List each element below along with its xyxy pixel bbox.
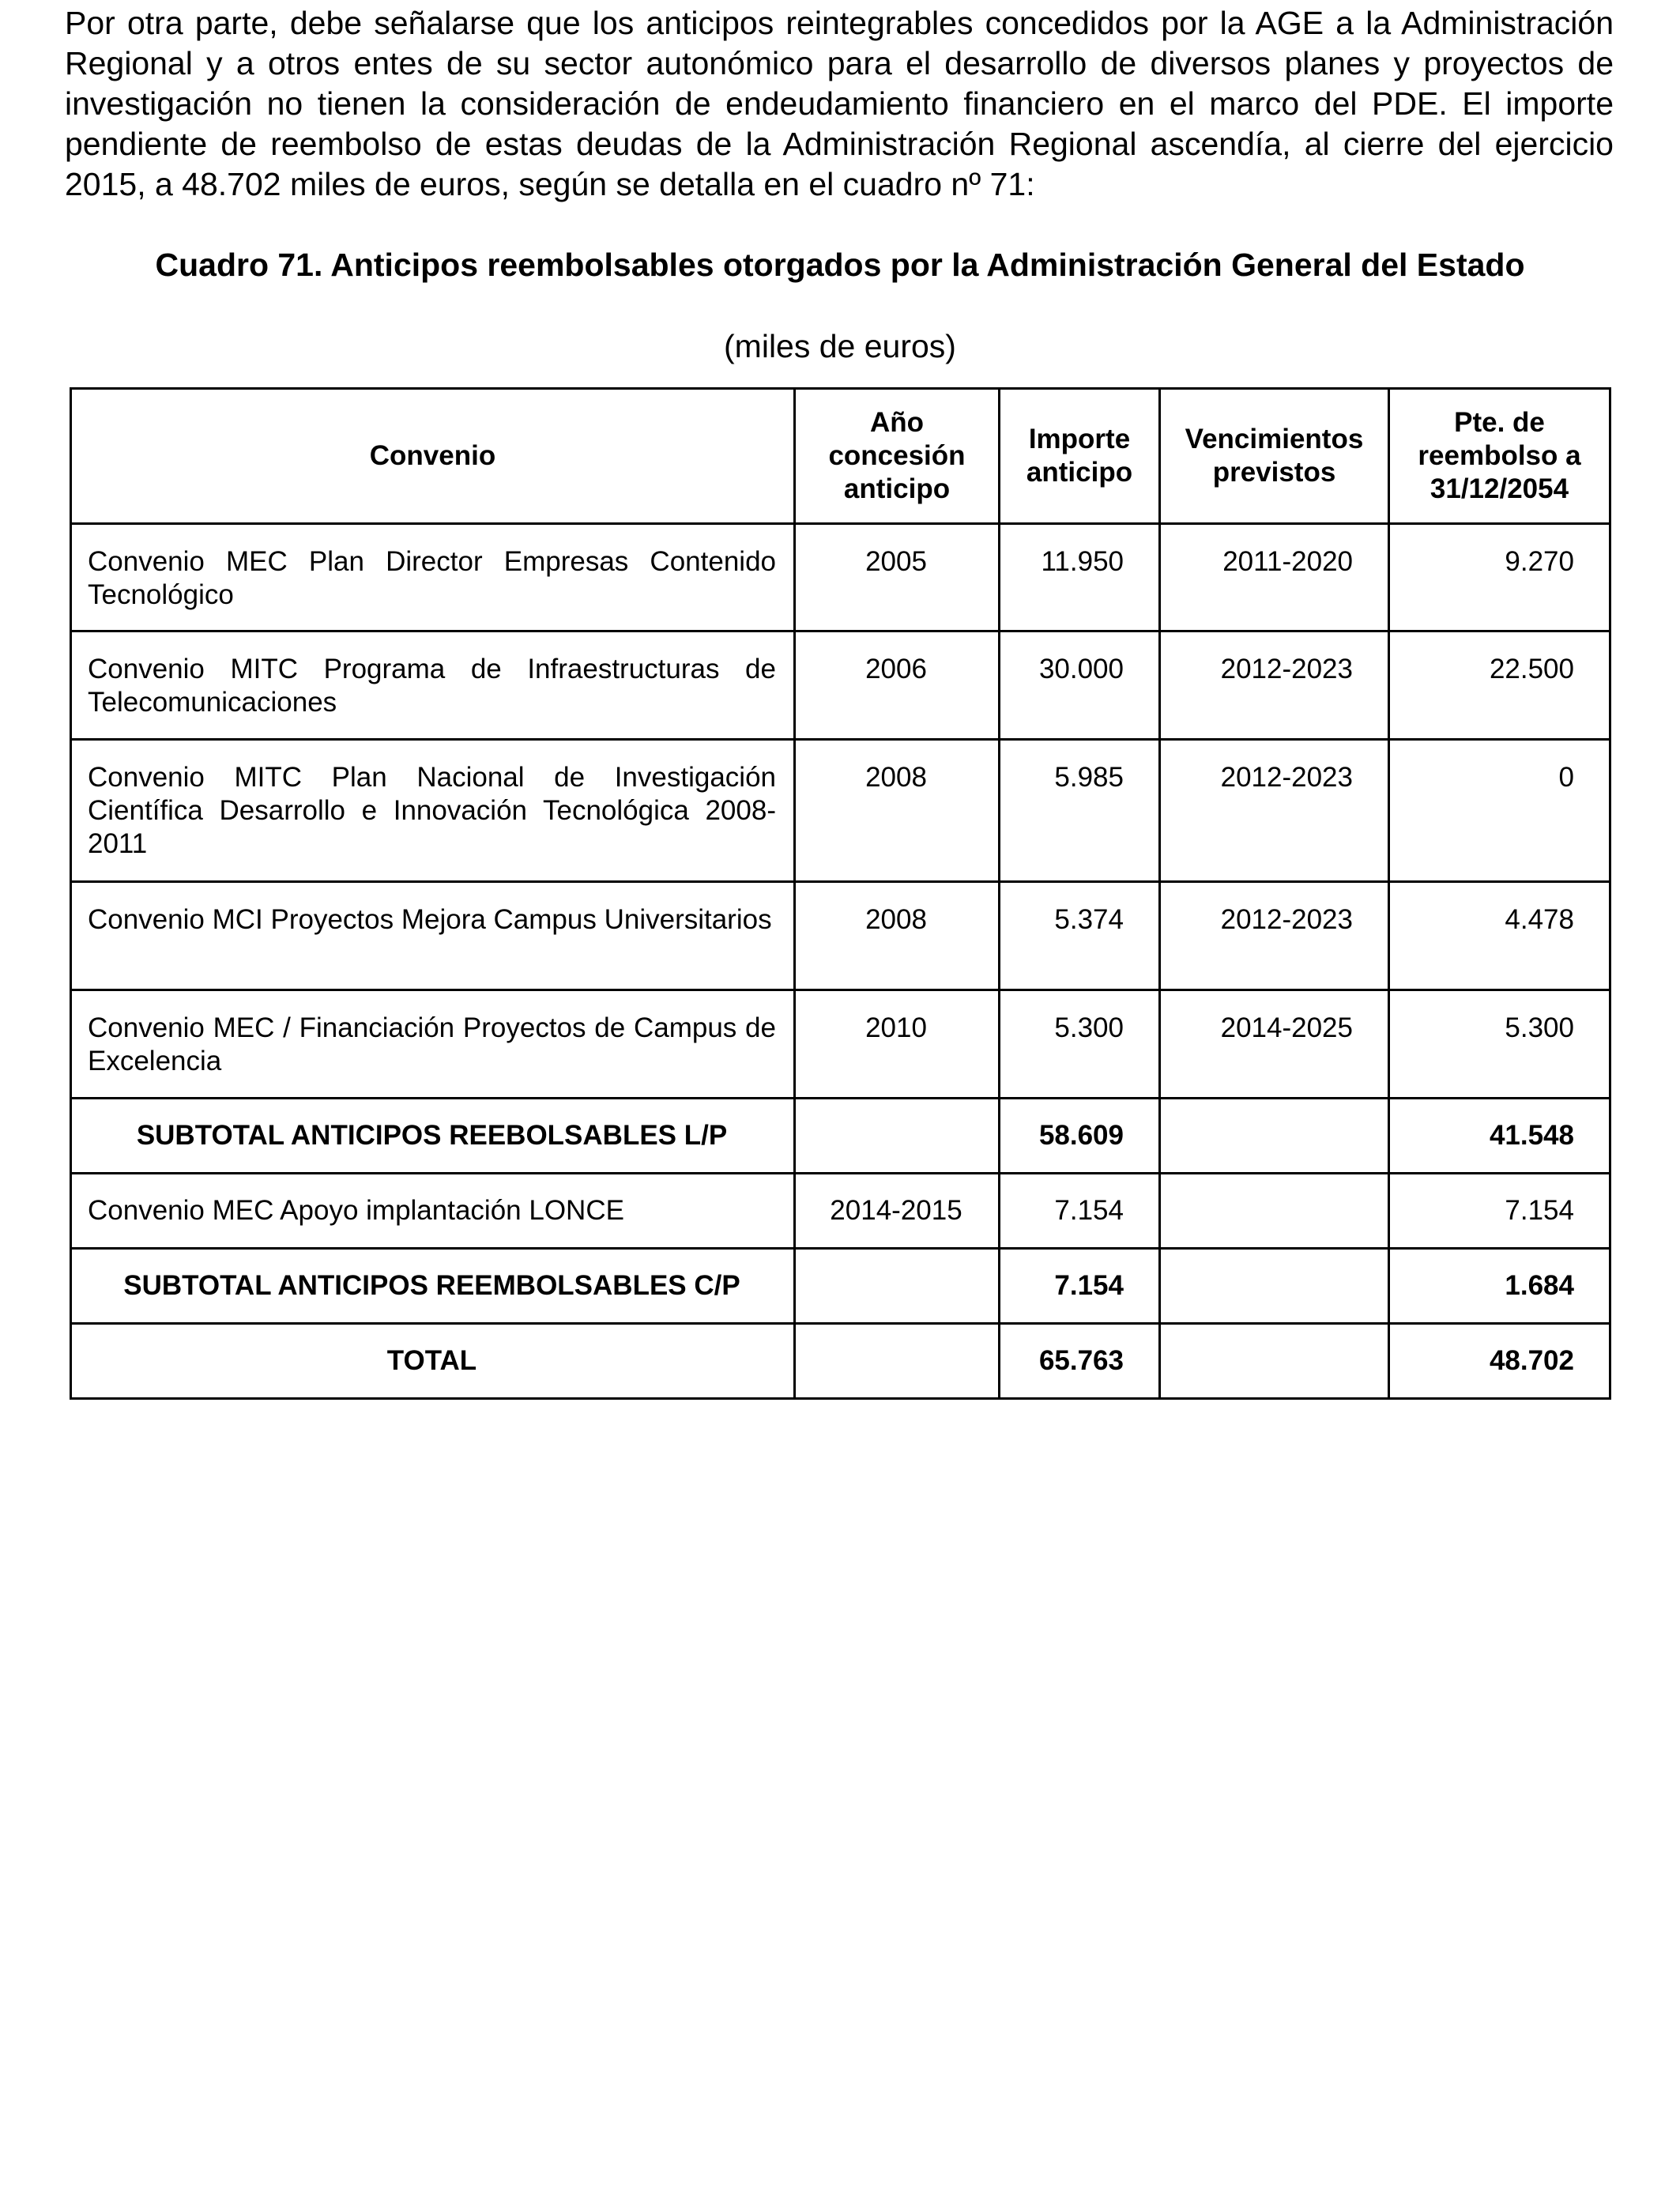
table-row — [71, 882, 1610, 990]
cell-importe: 11.950 — [1000, 524, 1160, 631]
cell-importe: 7.154 — [1000, 1249, 1160, 1324]
cell-vencimientos: 2012-2023 — [1160, 882, 1389, 990]
cell-vencimientos: 2012-2023 — [1160, 631, 1389, 740]
header-pendiente: Pte. de reembolso a 31/12/2054 — [1389, 389, 1610, 524]
header-anio: Año concesión anticipo — [795, 389, 1000, 524]
header-importe: Importe anticipo — [1000, 389, 1160, 524]
cell-convenio: TOTAL — [71, 1324, 795, 1399]
table-units: (miles de euros) — [724, 328, 956, 364]
cell-anio — [795, 1099, 1000, 1174]
table-title: Cuadro 71. Anticipos reembolsables otorgados por la Administración General del Estado — [155, 247, 1525, 283]
table-row — [71, 740, 1610, 882]
cell-importe: 5.985 — [1000, 740, 1160, 882]
cell-convenio: Convenio MITC Programa de Infraestructuras de Telecomunicaciones — [71, 631, 795, 740]
intro-paragraph: Por otra parte, debe señalarse que los anticipos reintegrables concedidos por la AGE a la Administración Regional y a otros entes de su sector autonómico para el desarrollo de diversos planes y proyectos de investigación no tienen la consideración de endeudamiento financiero en el marco del PDE. El importe pendiente de reembolso de estas deudas de la Administración Regional ascendía, al cierre del ejercicio 2015, a 48.702 miles de euros, según se detalla en el cuadro nº 71: — [65, 5, 1614, 202]
cell-pendiente: 5.300 — [1389, 990, 1610, 1099]
cell-anio — [795, 1249, 1000, 1324]
header-vencimientos: Vencimientos previstos — [1160, 389, 1389, 524]
table-row — [71, 524, 1610, 631]
cell-pendiente: 48.702 — [1389, 1324, 1610, 1399]
cell-anio — [795, 1324, 1000, 1399]
total-row — [71, 1324, 1610, 1399]
cell-vencimientos — [1160, 1099, 1389, 1174]
cell-convenio: Convenio MITC Plan Nacional de Investigación Científica Desarrollo e Innovación Tecnológica 2008-2011 — [71, 740, 795, 882]
cell-anio: 2014-2015 — [795, 1174, 1000, 1249]
cell-vencimientos — [1160, 1249, 1389, 1324]
cell-anio: 2005 — [795, 524, 1000, 631]
table-row — [71, 631, 1610, 740]
cell-anio: 2006 — [795, 631, 1000, 740]
table-row — [71, 990, 1610, 1099]
cell-importe: 65.763 — [1000, 1324, 1160, 1399]
cell-pendiente: 0 — [1389, 740, 1610, 882]
cell-anio: 2008 — [795, 882, 1000, 990]
cell-pendiente: 9.270 — [1389, 524, 1610, 631]
cell-anio: 2010 — [795, 990, 1000, 1099]
cell-pendiente: 22.500 — [1389, 631, 1610, 740]
cell-vencimientos: 2011-2020 — [1160, 524, 1389, 631]
cell-anio: 2008 — [795, 740, 1000, 882]
cell-importe: 58.609 — [1000, 1099, 1160, 1174]
cell-pendiente: 1.684 — [1389, 1249, 1610, 1324]
cell-vencimientos — [1160, 1174, 1389, 1249]
subtotal-row-lp — [71, 1099, 1610, 1174]
cell-importe: 7.154 — [1000, 1174, 1160, 1249]
cell-convenio: SUBTOTAL ANTICIPOS REEMBOLSABLES C/P — [71, 1249, 795, 1324]
table-row — [71, 1174, 1610, 1249]
table-header-row — [71, 389, 1610, 524]
cell-pendiente: 4.478 — [1389, 882, 1610, 990]
cell-vencimientos: 2014-2025 — [1160, 990, 1389, 1099]
cell-convenio: Convenio MEC Apoyo implantación LONCE — [71, 1174, 795, 1249]
cell-vencimientos — [1160, 1324, 1389, 1399]
cell-importe: 5.374 — [1000, 882, 1160, 990]
cell-pendiente: 41.548 — [1389, 1099, 1610, 1174]
cell-convenio: Convenio MEC Plan Director Empresas Contenido Tecnológico — [71, 524, 795, 631]
anticipos-table — [70, 387, 1611, 1400]
cell-importe: 30.000 — [1000, 631, 1160, 740]
cell-convenio: Convenio MEC / Financiación Proyectos de Campus de Excelencia — [71, 990, 795, 1099]
header-convenio: Convenio — [71, 389, 795, 524]
cell-importe: 5.300 — [1000, 990, 1160, 1099]
cell-pendiente: 7.154 — [1389, 1174, 1610, 1249]
cell-convenio: Convenio MCI Proyectos Mejora Campus Universitarios — [71, 882, 795, 990]
subtotal-row-cp — [71, 1249, 1610, 1324]
cell-convenio: SUBTOTAL ANTICIPOS REEBOLSABLES L/P — [71, 1099, 795, 1174]
cell-vencimientos: 2012-2023 — [1160, 740, 1389, 882]
